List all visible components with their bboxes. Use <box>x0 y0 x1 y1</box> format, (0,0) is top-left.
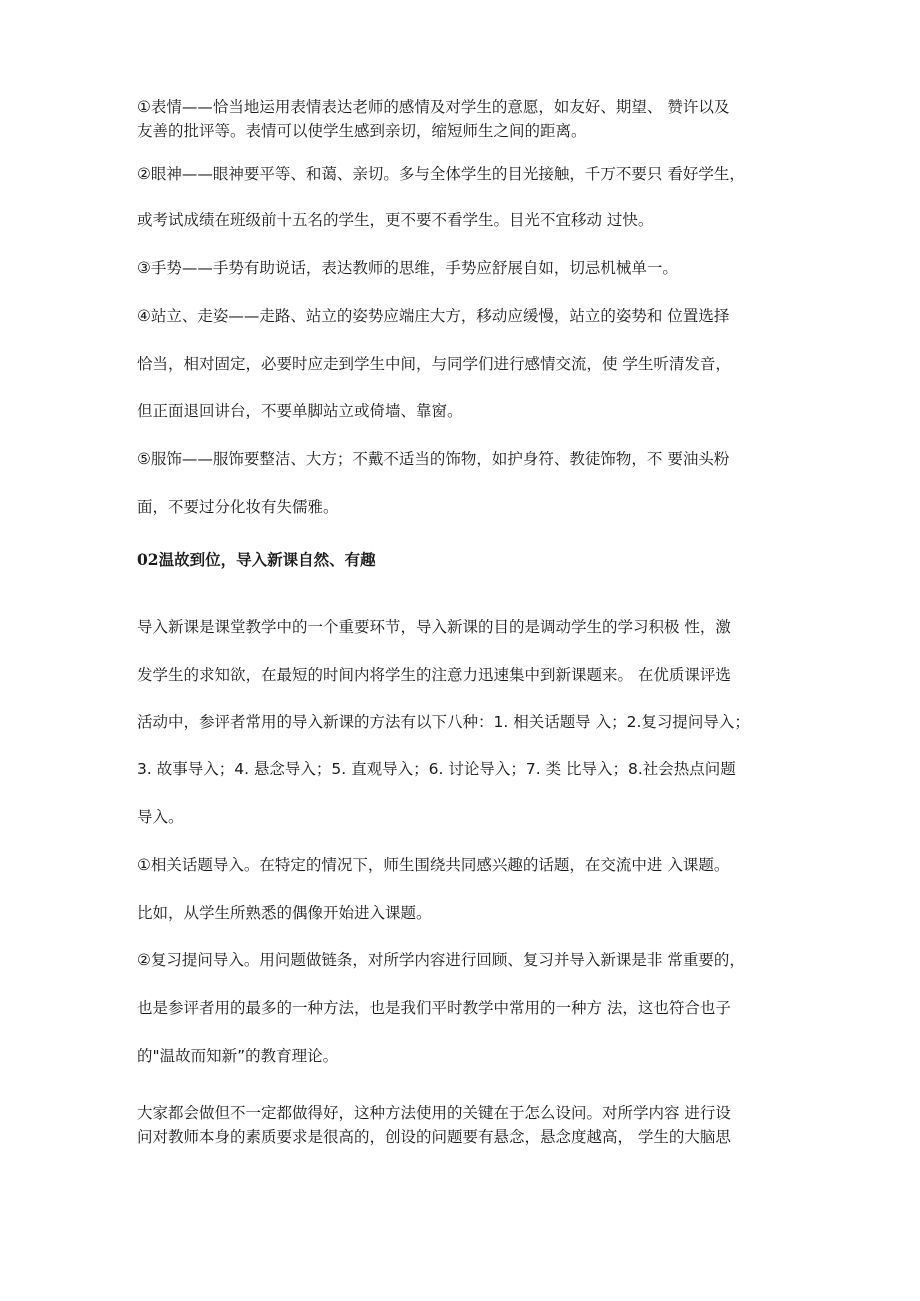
text-line: 但正面退回讲台，不要单脚站立或倚墙、靠窗。 <box>137 402 463 420</box>
text-line: ①表情——恰当地运用表情表达老师的感情及对学生的意愿，如友好、期望、 赞许以及 <box>137 98 730 116</box>
text-line: 发学生的求知欲，在最短的时间内将学生的注意力迅速集中到新课题来。 在优质课评选 <box>137 666 731 684</box>
text-line: ②复习提问导入。用问题做链条，对所学内容进行回顾、复习并导入新课是非 常重要的， <box>137 951 745 969</box>
text-line: 活动中，参评者常用的导入新课的方法有以下八种：1. 相关话题导 入；2.复习提问导入； <box>137 713 750 731</box>
text-line: ④站立、走姿——走路、站立的姿势应端庄大方，移动应缓慢，站立的姿势和 位置选择 <box>137 307 730 325</box>
text-line: 也是参评者用的最多的一种方法，也是我们平时教学中常用的一种方 法，这也符合也子 <box>137 999 731 1017</box>
text-line: ①相关话题导入。在特定的情况下，师生围绕共同感兴趣的话题，在交流中进 入课题。 <box>137 856 730 874</box>
text-line: 比如，从学生所熟悉的偶像开始进入课题。 <box>137 904 432 922</box>
text-line: 或考试成绩在班级前十五名的学生，更不要不看学生。目光不宜移动 过快。 <box>137 211 654 229</box>
text-line: 导入新课是课堂教学中的一个重要环节，导入新课的目的是调动学生的学习积极 性，激 <box>137 618 731 636</box>
section-heading: 02温故到位，导入新课自然、有趣 <box>137 550 376 569</box>
text-line: 问对教师本身的素质要求是很高的，创设的问题要有悬念，悬念度越高， 学生的大脑思 <box>137 1128 731 1146</box>
text-line: 友善的批评等。表情可以使学生感到亲切，缩短师生之间的距离。 <box>137 122 587 140</box>
text-line: 的"温故而知新”的教育理论。 <box>137 1047 339 1065</box>
text-line: ⑤服饰——服饰要整洁、大方；不戴不适当的饰物，如护身符、教徒饰物，不 要油头粉 <box>137 450 730 468</box>
text-line: 大家都会做但不一定都做得好，这种方法使用的关键在于怎么设问。对所学内容 进行设 <box>137 1104 731 1122</box>
text-line: 恰当，相对固定，必要时应走到学生中间，与同学们进行感情交流，使 学生听清发音， <box>137 355 731 373</box>
text-line: ②眼神——眼神要平等、和蔼、亲切。多与全体学生的目光接触，千万不要只 看好学生， <box>137 165 745 183</box>
text-line: ③手势——手势有助说话，表达教师的思维，手势应舒展自如，切忌机械单一。 <box>137 259 678 277</box>
text-line: 导入。 <box>137 808 184 826</box>
text-line: 面，不要过分化妆有失儒雅。 <box>137 498 339 516</box>
text-line: 3. 故事导入；4. 悬念导入；5. 直观导入；6. 讨论导入；7. 类 比导入；8.社会热点问题 <box>137 760 736 778</box>
